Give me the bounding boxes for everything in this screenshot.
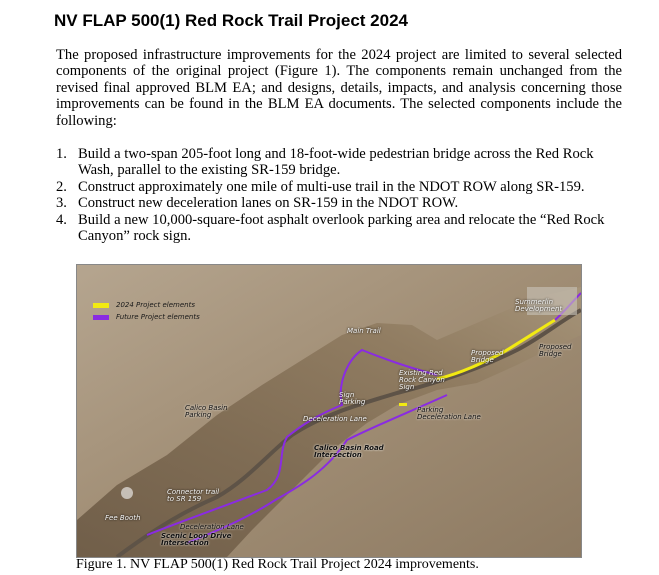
label-summerlin: Summerlin Development: [515, 298, 563, 313]
intro-paragraph: The proposed infrastructure improvements for the 2024 project are limited to several selected components of the original project (Figure 1). The components remain unchanged from the revised final approved BLM EA; and designs, details, impacts, and analysis concerning those improvements can be found in the BLM EA documents. The selected components include the following:: [56, 47, 622, 129]
document-title: NV FLAP 500(1) Red Rock Trail Project 2024: [54, 11, 408, 30]
list-item: [56, 179, 622, 195]
parking-deceleration-mark: [399, 403, 407, 406]
figure-caption: Figure 1. NV FLAP 500(1) Red Rock Trail Project 2024 improvements.: [76, 557, 479, 572]
label-parking-deceleration: Parking Deceleration Lane: [417, 406, 481, 421]
label-deceleration-lane-2: Deceleration Lane: [180, 523, 244, 531]
list-text: Build a two-span 205-foot long and 18-foot-wide pedestrian bridge across the Red Rock Wash, parallel to the existing SR-159 bridge.: [78, 146, 594, 179]
list-number: 2.: [56, 178, 67, 195]
list-number: 3.: [56, 195, 67, 212]
components-list: [56, 146, 622, 244]
legend-item: [93, 311, 200, 323]
list-text: Construct approximately one mile of multi-use trail in the NDOT ROW along SR-159.: [78, 178, 585, 195]
label-calico-intersection: Calico Basin Road Intersection: [314, 444, 384, 459]
list-item: [56, 146, 622, 179]
list-item: [56, 195, 622, 211]
label-deceleration-lane-1: Deceleration Lane: [303, 415, 367, 423]
list-text: Construct new deceleration lanes on SR-159 in the NDOT ROW.: [78, 195, 459, 212]
label-main-trail: Main Trail: [347, 327, 381, 335]
legend-item: [93, 299, 200, 311]
fee-booth-site: [121, 487, 133, 499]
label-sign-parking: Sign Parking: [339, 391, 366, 406]
list-number: 1.: [56, 146, 67, 162]
map-legend: [93, 299, 200, 323]
label-fee-booth: Fee Booth: [105, 514, 141, 522]
label-calico-basin-parking: Calico Basin Parking: [185, 404, 228, 419]
legend-swatch-2024: [93, 303, 109, 308]
list-number: 4.: [56, 211, 67, 228]
project-map-figure: [76, 264, 582, 558]
label-existing-sign: Existing Red Rock Canyon Sign: [399, 369, 445, 391]
label-proposed-bridge-outer: Proposed Bridge: [539, 343, 572, 358]
legend-label: 2024 Project elements: [116, 301, 196, 309]
label-connector-trail: Connector trail to SR 159: [167, 488, 220, 503]
label-scenic-loop: Scenic Loop Drive Intersection: [161, 532, 232, 547]
label-proposed-bridge: Proposed Bridge: [471, 349, 504, 364]
legend-swatch-future: [93, 315, 109, 320]
legend-label: Future Project elements: [116, 313, 200, 321]
list-item: [56, 212, 622, 245]
list-text: Build a new 10,000-square-foot asphalt overlook parking area and relocate the “Red Rock Canyon” rock sign.: [78, 211, 605, 245]
